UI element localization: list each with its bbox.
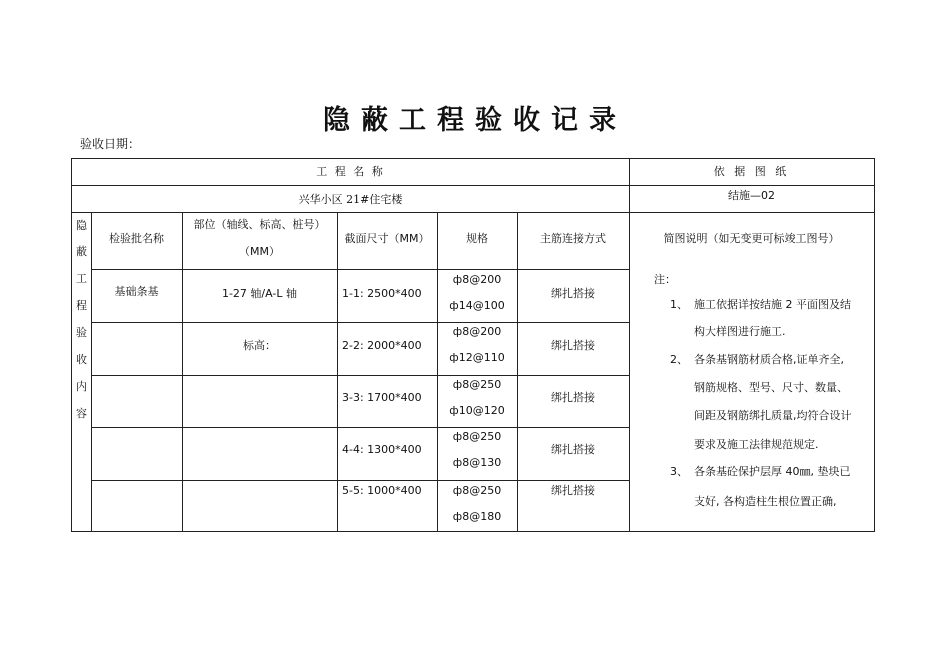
row-section: 3-3: 1700*400 [342, 391, 422, 404]
row-section: 1-1: 2500*400 [342, 287, 422, 300]
note-line: 要求及施工法律规范规定. [694, 438, 819, 451]
notes-heading: 注： [654, 273, 676, 286]
row-spec-stirrup: ф8@250 [452, 484, 502, 497]
row-location: 标高： [243, 339, 276, 352]
side-label-char: 收 [76, 353, 87, 366]
note-number: 1、 [670, 298, 688, 311]
note-line: 构大样图进行施工. [694, 325, 786, 338]
row-spec-main: ф10@120 [449, 404, 505, 417]
row-spec-stirrup: ф8@200 [452, 325, 502, 338]
row-section: 2-2: 2000*400 [342, 339, 422, 352]
row-spec-main: ф12@110 [449, 351, 505, 364]
row-spec-stirrup: ф8@200 [452, 273, 502, 286]
row-connection: 绑扎搭接 [551, 287, 595, 300]
row-section: 4-4: 1300*400 [342, 443, 422, 456]
column-header-batch-name: 检验批名称 [109, 232, 164, 245]
side-label-char: 容 [76, 407, 87, 420]
row-batch-name: 基础条基 [114, 285, 159, 298]
note-number: 3、 [670, 465, 688, 478]
row-spec-main: ф8@130 [452, 456, 502, 469]
row-connection: 绑扎搭接 [551, 484, 595, 497]
row-spec-stirrup: ф8@250 [452, 378, 502, 391]
row-connection: 绑扎搭接 [551, 391, 595, 404]
column-header-section: 截面尺寸（MM） [344, 232, 430, 245]
row-connection: 绑扎搭接 [551, 339, 595, 352]
side-label-char: 工 [76, 272, 87, 285]
side-label-char: 程 [76, 299, 87, 312]
drawing-basis-label: 依 据 图 纸 [713, 165, 790, 178]
column-header-spec: 规格 [466, 232, 488, 245]
note-line: 支好, 各构造柱生根位置正确, [694, 495, 837, 508]
side-label-char: 验 [76, 326, 87, 339]
row-connection: 绑扎搭接 [551, 443, 595, 456]
side-label-char: 隐 [76, 219, 87, 232]
column-header-notes: 简图说明（如无变更可标竣工图号） [663, 232, 840, 245]
inspection-date-label: 验收日期： [80, 137, 141, 151]
note-line: 各条基钢筋材质合格,证单齐全, [694, 353, 844, 366]
column-header-location-unit: （MM） [239, 245, 280, 258]
row-location: 1-27 轴/A-L 轴 [221, 287, 298, 300]
project-name-value: 兴华小区 21#住宅楼 [298, 193, 403, 206]
note-line: 间距及钢筋绑扎质量,均符合设计 [694, 409, 852, 422]
column-header-location: 部位（轴线、标高、桩号） [193, 218, 326, 231]
row-spec-main: ф14@100 [449, 299, 505, 312]
document-title: 隐蔽工程验收记录 [323, 105, 627, 136]
inspection-table [71, 158, 875, 532]
note-number: 2、 [670, 353, 688, 366]
row-spec-main: ф8@180 [452, 510, 502, 523]
note-line: 各条基砼保护层厚 40㎜, 垫块已 [694, 465, 851, 478]
column-header-connection: 主筋连接方式 [540, 232, 606, 245]
row-spec-stirrup: ф8@250 [452, 430, 502, 443]
side-label-char: 蔽 [76, 245, 87, 258]
project-name-label: 工 程 名 称 [316, 165, 385, 178]
drawing-number-value: 结施—02 [728, 189, 775, 202]
note-line: 钢筋规格、型号、尺寸、数量、 [694, 381, 848, 394]
note-line: 施工依据详按结施 2 平面图及结 [694, 298, 851, 311]
row-section: 5-5: 1000*400 [342, 484, 422, 497]
side-label-char: 内 [76, 380, 87, 393]
